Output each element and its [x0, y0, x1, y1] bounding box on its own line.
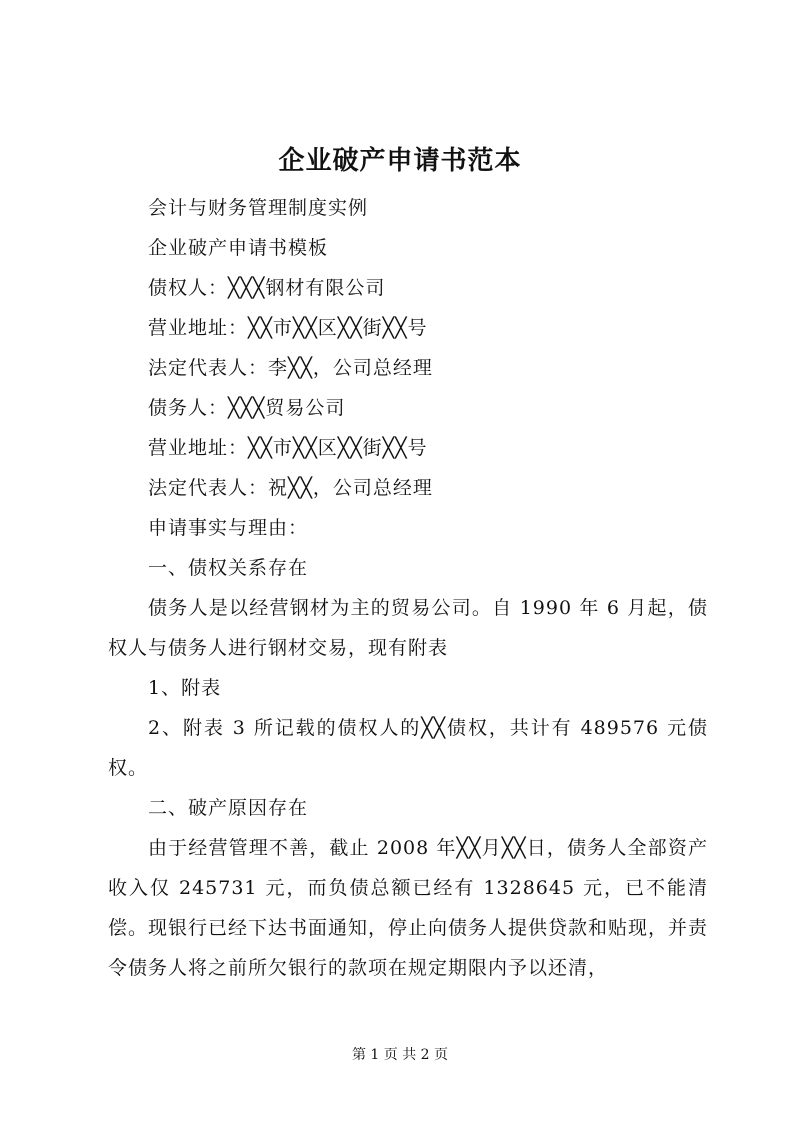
line-creditor-representative: 法定代表人：李╳╳，公司总经理	[148, 357, 433, 379]
line-facts-heading: 申请事实与理由：	[148, 517, 309, 539]
document-title: 企业破产申请书范本	[278, 146, 522, 176]
line-creditor-address: 营业地址：╳╳市╳╳区╳╳街╳╳号	[148, 317, 428, 339]
paragraph-claim-amount: 2、附表 3 所记载的债权人的╳╳债权，共计有 489576 元债权。	[108, 717, 708, 779]
line-debtor: 债务人：╳╳╳贸易公司	[148, 397, 346, 419]
paragraph-debt-relationship: 债务人是以经营钢材为主的贸易公司。自 1990 年 6 月起，债权人与债务人进行钢材交易，现有附表	[108, 597, 708, 659]
line-template-name: 企业破产申请书模板	[148, 237, 329, 259]
list-item-1: 1、附表	[148, 677, 222, 699]
line-debtor-address: 营业地址：╳╳市╳╳区╳╳街╳╳号	[148, 437, 428, 459]
line-creditor: 债权人：╳╳╳钢材有限公司	[148, 277, 386, 299]
section-heading-2: 二、破产原因存在	[148, 797, 309, 819]
section-heading-1: 一、债权关系存在	[148, 557, 309, 579]
line-category: 会计与财务管理制度实例	[148, 197, 369, 219]
page-footer: 第 1 页 共 2 页	[351, 1047, 449, 1063]
paragraph-bankruptcy-cause: 由于经营管理不善，截止 2008 年╳╳月╳╳日，债务人全部资产收入仅 245731 元，而负债总额已经有 1328645 元，已不能清偿。现银行已经下达书面通知，停止向债务人提供贷款和贴现，并责令债务人将之前所欠银行的款项在规定期限内予以还清，	[108, 837, 709, 979]
line-debtor-representative: 法定代表人：祝╳╳，公司总经理	[148, 477, 433, 499]
